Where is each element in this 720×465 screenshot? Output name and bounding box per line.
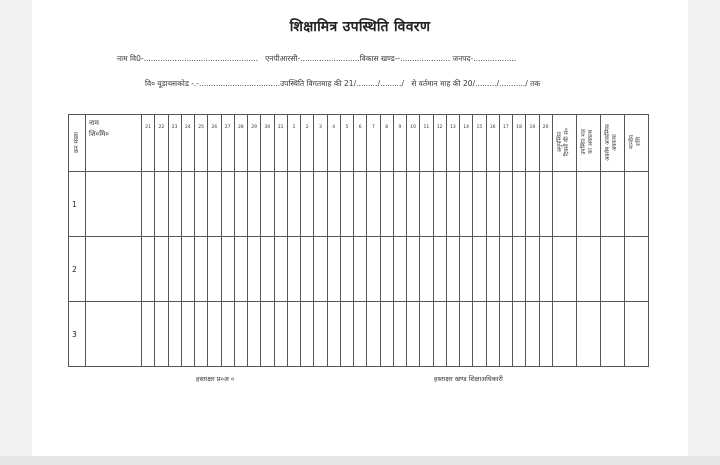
day-header: 21 — [142, 115, 155, 172]
table-cell — [248, 237, 261, 302]
row-serial: 1 — [69, 172, 86, 237]
day-header: 9 — [393, 115, 406, 172]
table-cell — [486, 237, 499, 302]
table-cell — [600, 302, 624, 367]
table-cell — [314, 172, 327, 237]
day-header: 15 — [473, 115, 486, 172]
signature-headmaster: हस्ताक्षर प्र०अ ० — [196, 375, 235, 383]
table-cell — [155, 172, 168, 237]
row-serial: 2 — [69, 237, 86, 302]
day-header: 12 — [433, 115, 446, 172]
table-cell — [354, 172, 367, 237]
table-cell — [499, 172, 512, 237]
table-cell — [181, 237, 194, 302]
table-cell — [433, 302, 446, 367]
table-cell — [86, 172, 142, 237]
attendance-table — [68, 114, 649, 367]
table-cell — [354, 237, 367, 302]
table-cell — [274, 172, 287, 237]
table-cell — [600, 172, 624, 237]
serial-header: क्रम संख्या — [69, 115, 86, 172]
day-header: 1 — [287, 115, 300, 172]
day-header: 5 — [340, 115, 353, 172]
row-serial: 3 — [69, 302, 86, 367]
table-cell — [168, 172, 181, 237]
table-cell — [155, 237, 168, 302]
table-cell — [433, 172, 446, 237]
table-cell — [354, 302, 367, 367]
table-cell — [393, 237, 406, 302]
day-header: 27 — [221, 115, 234, 172]
table-cell — [208, 172, 221, 237]
table-cell — [195, 237, 208, 302]
table-cell — [287, 302, 300, 367]
day-header: 18 — [513, 115, 526, 172]
table-cell — [248, 302, 261, 367]
table-cell — [142, 172, 155, 237]
table-cell — [208, 302, 221, 367]
table-cell — [168, 237, 181, 302]
day-header: 13 — [446, 115, 459, 172]
table-cell — [407, 172, 420, 237]
table-cell — [248, 172, 261, 237]
day-header: 17 — [499, 115, 512, 172]
table-cell — [340, 237, 353, 302]
table-row — [69, 302, 649, 367]
table-cell — [181, 302, 194, 367]
table-cell — [261, 237, 274, 302]
table-cell — [314, 302, 327, 367]
table-cell — [327, 237, 340, 302]
table-cell — [234, 237, 247, 302]
table-cell — [552, 172, 576, 237]
table-cell — [486, 172, 499, 237]
day-header: 6 — [354, 115, 367, 172]
day-header: 3 — [314, 115, 327, 172]
table-cell — [499, 237, 512, 302]
table-cell — [327, 302, 340, 367]
day-header: 11 — [420, 115, 433, 172]
table-cell — [460, 302, 473, 367]
table-cell — [576, 302, 600, 367]
table-cell — [393, 172, 406, 237]
table-cell — [142, 302, 155, 367]
table-cell — [499, 302, 512, 367]
day-header: 14 — [460, 115, 473, 172]
table-cell — [274, 302, 287, 367]
table-cell — [576, 237, 600, 302]
table-cell — [287, 237, 300, 302]
summary-header: अवशेष आकस्मिक अवकाश — [600, 115, 624, 172]
table-cell — [367, 302, 380, 367]
summary-header: अनुपस्थित दिवसों की सं० — [552, 115, 576, 172]
day-header: 7 — [367, 115, 380, 172]
table-cell — [576, 172, 600, 237]
table-cell — [420, 172, 433, 237]
table-cell — [261, 172, 274, 237]
table-cell — [195, 302, 208, 367]
table-cell — [473, 172, 486, 237]
day-header: 20 — [539, 115, 552, 172]
table-cell — [624, 302, 648, 367]
table-cell — [195, 172, 208, 237]
table-cell — [539, 302, 552, 367]
table-cell — [221, 302, 234, 367]
table-cell — [446, 302, 459, 367]
table-cell — [433, 237, 446, 302]
day-header: 23 — [168, 115, 181, 172]
name-header: नाम शि०मि० — [86, 115, 142, 172]
day-header: 19 — [526, 115, 539, 172]
table-cell — [261, 302, 274, 367]
table-cell — [526, 237, 539, 302]
summary-header: उपस्थित माह का अवकाश — [576, 115, 600, 172]
table-cell — [367, 172, 380, 237]
table-cell — [314, 237, 327, 302]
table-cell — [552, 237, 576, 302]
table-cell — [274, 237, 287, 302]
table-cell — [473, 302, 486, 367]
summary-header: मानदेय राशि — [624, 115, 648, 172]
signature-block-officer: हस्ताक्षर खण्ड शिक्षाअधिकारी — [434, 375, 503, 383]
day-header: 8 — [380, 115, 393, 172]
table-cell — [407, 302, 420, 367]
table-cell — [407, 237, 420, 302]
day-header: 25 — [195, 115, 208, 172]
table-cell — [513, 172, 526, 237]
table-cell — [168, 302, 181, 367]
table-cell — [393, 302, 406, 367]
day-header: 4 — [327, 115, 340, 172]
day-header: 31 — [274, 115, 287, 172]
bottom-strip — [0, 456, 720, 465]
table-cell — [221, 172, 234, 237]
table-cell — [460, 237, 473, 302]
header-line-udise: वि० यूडायसकोड -.-..................................उपस्थिति विगतमाह की 21/........./........./ से वर्तमान माह की 20/........./.........../ तक — [145, 79, 541, 88]
day-header: 16 — [486, 115, 499, 172]
table-cell — [340, 302, 353, 367]
table-cell — [234, 302, 247, 367]
day-header: 29 — [248, 115, 261, 172]
table-cell — [86, 302, 142, 367]
table-cell — [513, 302, 526, 367]
table-cell — [142, 237, 155, 302]
page-title: शिक्षामित्र उपस्थिति विवरण — [289, 19, 431, 35]
table-cell — [380, 237, 393, 302]
table-cell — [234, 172, 247, 237]
table-cell — [301, 302, 314, 367]
day-header: 24 — [181, 115, 194, 172]
table-cell — [446, 172, 459, 237]
table-cell — [301, 237, 314, 302]
table-cell — [380, 172, 393, 237]
table-cell — [301, 172, 314, 237]
table-cell — [380, 302, 393, 367]
day-header: 26 — [208, 115, 221, 172]
table-cell — [526, 302, 539, 367]
table-cell — [446, 237, 459, 302]
table-cell — [327, 172, 340, 237]
header-line-school: नाम वि0-................................................ एनपीआरसी-.........................विकास खण्ड--..................... जनपद-.................. — [117, 54, 517, 63]
table-cell — [181, 172, 194, 237]
table-header-row — [69, 115, 649, 172]
day-header: 22 — [155, 115, 168, 172]
table-cell — [367, 237, 380, 302]
table-cell — [473, 237, 486, 302]
table-cell — [486, 302, 499, 367]
table-cell — [624, 172, 648, 237]
table-cell — [340, 172, 353, 237]
table-cell — [526, 172, 539, 237]
table-cell — [420, 237, 433, 302]
table-cell — [460, 172, 473, 237]
day-header: 28 — [234, 115, 247, 172]
table-cell — [86, 237, 142, 302]
table-cell — [552, 302, 576, 367]
day-header: 30 — [261, 115, 274, 172]
table-cell — [221, 237, 234, 302]
table-row — [69, 237, 649, 302]
table-cell — [420, 302, 433, 367]
table-cell — [600, 237, 624, 302]
table-cell — [208, 237, 221, 302]
table-cell — [539, 172, 552, 237]
day-header: 10 — [407, 115, 420, 172]
table-cell — [513, 237, 526, 302]
table-cell — [539, 237, 552, 302]
table-cell — [155, 302, 168, 367]
day-header: 2 — [301, 115, 314, 172]
table-row — [69, 172, 649, 237]
table-cell — [624, 237, 648, 302]
table-cell — [287, 172, 300, 237]
